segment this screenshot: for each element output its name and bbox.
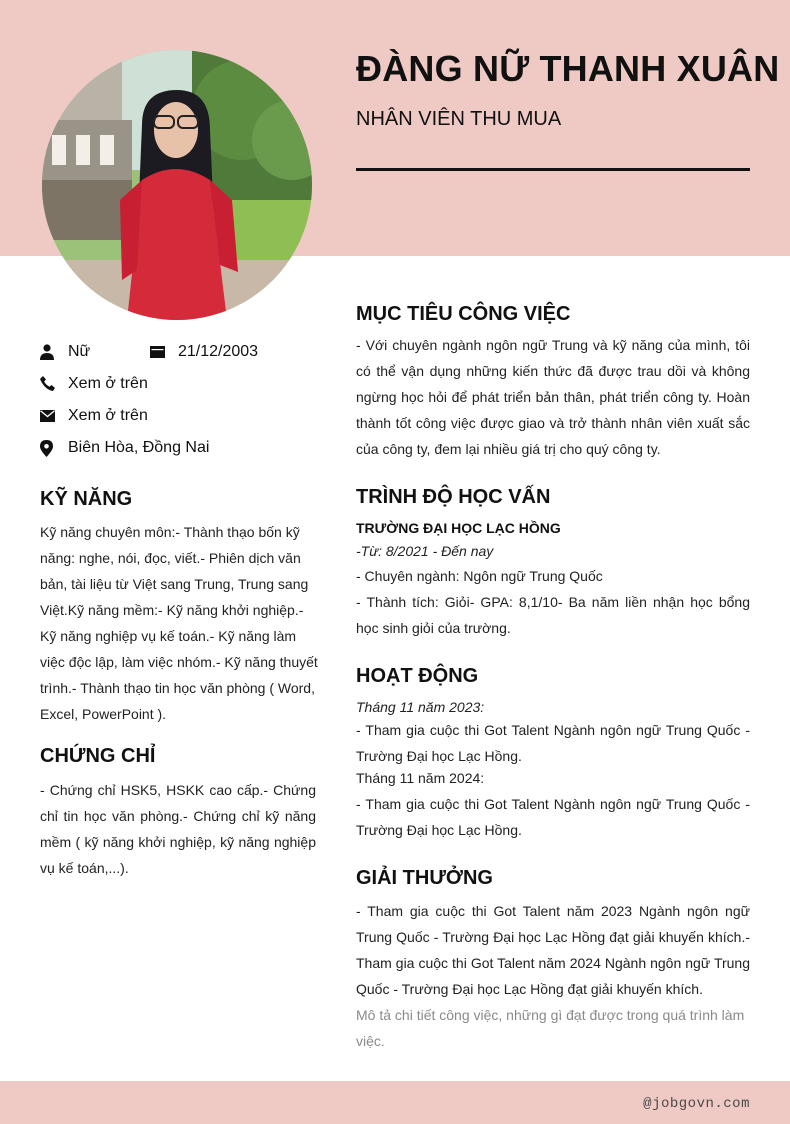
activity-text-2: - Tham gia cuộc thi Got Talent Ngành ngôn ngữ Trung Quốc - Trường Đại học Lạc Hồng.: [356, 796, 750, 838]
person-icon: [40, 344, 56, 360]
phone-icon: [40, 376, 56, 392]
skills-text: Kỹ năng chuyên môn:- Thành thạo bốn kỹ năng: nghe, nói, đọc, viết.- Phiên dịch văn bản, tài liệu từ Việt sang Trung, Trung sang Việt.Kỹ năng mềm:- Kỹ năng khởi nghiệp.- Kỹ năng nghiệp vụ kế toán.- Kỹ năng làm việc độc lập, làm việc nhóm.- Kỹ năng thuyết trình.- Thành thạo tin học văn phòng ( Word, Excel, PowerPoint ).: [40, 524, 318, 722]
title-divider: [356, 168, 750, 171]
education-heading: TRÌNH ĐỘ HỌC VẤN: [356, 486, 551, 508]
address-value: Biên Hòa, Đồng Nai: [68, 439, 210, 456]
calendar-icon: [150, 344, 166, 360]
gender-row: [40, 343, 90, 361]
birthday-value: 21/12/2003: [178, 343, 259, 360]
job-title: NHÂN VIÊN THU MUA: [356, 108, 562, 130]
address-row: [40, 439, 209, 457]
phone-row: [40, 375, 148, 393]
awards-heading: GIẢI THƯỞNG: [356, 867, 493, 889]
gender-value: Nữ: [68, 343, 91, 360]
activities-heading: HOẠT ĐỘNG: [356, 665, 479, 687]
activity-date-2: Tháng 11 năm 2024:: [356, 770, 485, 786]
objective-heading: MỤC TIÊU CÔNG VIỆC: [356, 303, 571, 325]
email-row: [40, 407, 148, 425]
school-name: TRƯỜNG ĐẠI HỌC LẠC HỒNG: [356, 520, 561, 536]
certificates-text: - Chứng chỉ HSK5, HSKK cao cấp.- Chứng chỉ tin học văn phòng.- Chứng chỉ kỹ năng mềm ( kỹ năng khởi nghiệp, kỹ năng nghiệp vụ kế toán,...).: [40, 782, 316, 876]
birthday-row: [150, 343, 258, 361]
email-value: Xem ở trên: [68, 407, 148, 424]
awards-placeholder: Mô tả chi tiết công việc, những gì đạt được trong quá trình làm việc.: [356, 1007, 745, 1049]
objective-text: - Với chuyên ngành ngôn ngữ Trung và kỹ năng của mình, tôi có thể vận dụng những kiến thức đã được trau dồi và không ngừng học hỏi để phát triển bản thân, phát triển công ty. Hoàn thành tốt công việc được giao và trở thành nhân viên xuất sắc của công ty, đem lại nhiều giá trị cho quý công ty.: [356, 337, 750, 457]
candidate-name: ĐÀNG NỮ THANH XUÂN: [356, 48, 780, 89]
activity-text-1: - Tham gia cuộc thi Got Talent Ngành ngôn ngữ Trung Quốc - Trường Đại học Lạc Hồng.: [356, 722, 750, 764]
education-period: -Từ: 8/2021 - Đến nay: [356, 543, 494, 559]
profile-photo: [42, 50, 312, 320]
location-pin-icon: [40, 440, 56, 456]
envelope-icon: [40, 408, 56, 424]
watermark: @jobgovn.com: [643, 1096, 750, 1112]
skills-heading: KỸ NĂNG: [40, 488, 133, 510]
education-achievement: - Thành tích: Giỏi- GPA: 8,1/10- Ba năm liền nhận học bổng học sinh giỏi của trường.: [356, 594, 750, 636]
awards-text: - Tham gia cuộc thi Got Talent năm 2023 Ngành ngôn ngữ Trung Quốc - Trường Đại học Lạc Hồng đạt giải khuyến khích.- Tham gia cuộc thi Got Talent năm 2024 Ngành ngôn ngữ Trung Quốc - Trường Đại học Lạc Hồng đạt giải khuyến khích.: [356, 903, 750, 997]
certificates-heading: CHỨNG CHỈ: [40, 745, 156, 767]
activity-date-1: Tháng 11 năm 2023:: [356, 699, 485, 715]
phone-value: Xem ở trên: [68, 375, 148, 392]
education-major: - Chuyên ngành: Ngôn ngữ Trung Quốc: [356, 568, 603, 584]
